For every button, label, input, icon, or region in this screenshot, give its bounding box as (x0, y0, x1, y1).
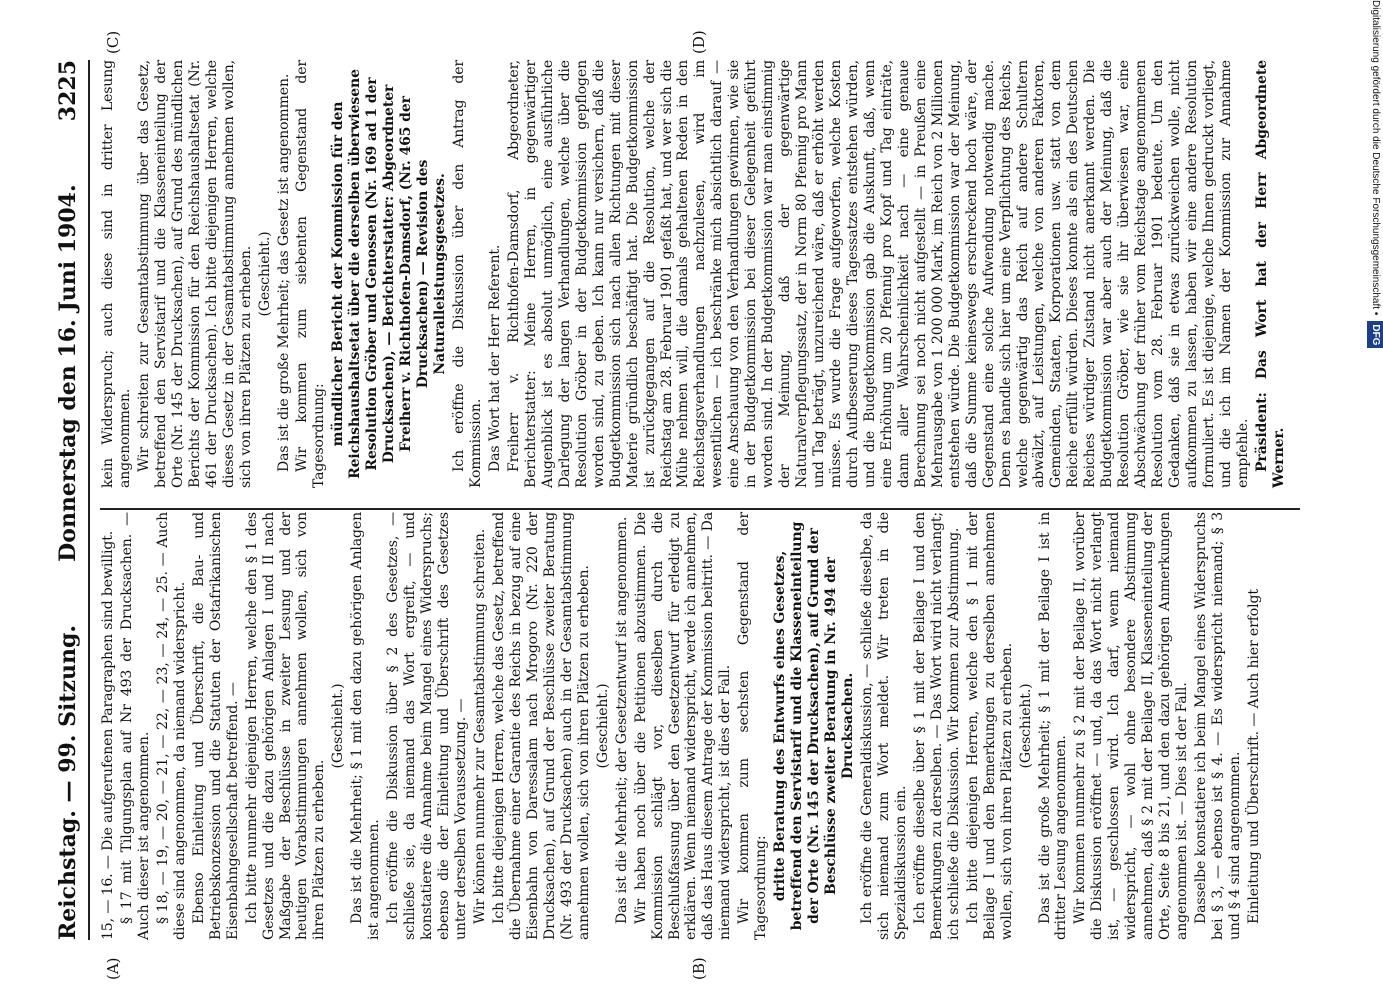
dfg-logo: DFG (1367, 321, 1383, 348)
dfg-credit (1367, 0, 1383, 1000)
paragraph: Ich bitte diejenigen Herren, welche das Gesetz, betreffend die Übernahme einer Garantie des Reichs in bezug auf eine Eisenbahn von Daressalam nach Mrogoro (Nr. 220 der Drucksachen), auf Grund der Beschlüsse zweiter Beratung (Nr. 493 der Drucksachen) auch in der Gesamtabstimmung annehmen wollen, sich von ihren Plätzen zu erheben. (490, 512, 592, 940)
paragraph: kein Widerspruch; auch diese sind in dritter Lesung angenommen. (100, 60, 133, 488)
paragraph: § 18, — 19, — 20, — 21, — 22, — 23, — 24, — 25. — Auch diese sind angenommen, da niemand widerspricht. (154, 512, 188, 940)
margin-marker-d: (D) (690, 30, 708, 54)
paragraph: Das ist die große Mehrheit; § 1 mit der Beilage I ist in dritter Lesung angenommen. (1036, 512, 1070, 940)
paragraph: Das Wort hat der Herr Referent. (486, 244, 503, 472)
paragraph: Wir kommen zum sechsten Gegenstand der Tagesordnung: (736, 512, 770, 940)
paragraph: Ich eröffne dieselbe über § 1 mit der Beilage I und den Bemerkungen zu derselben. — Das Wort wird nicht verlangt; ich schließe die Diskussion. Wir kommen zur Abstimmung. (911, 512, 962, 940)
left-column (100, 512, 1300, 940)
paragraph: (Geschieht.) (1017, 683, 1034, 769)
paragraph: Wir können nunmehr zur Gesamtabstimmung schreiten. (472, 528, 489, 924)
page-number: 3225 (55, 60, 81, 122)
margin-marker-c: (C) (104, 30, 122, 54)
right-column (100, 60, 1300, 488)
dfg-credit-text: Digitalisierung gefördert durch die Deutsche Forschungsgemeinschaft • (1370, 0, 1381, 316)
paragraph: (Geschieht.) (256, 231, 273, 317)
paragraph: Wir schreiten zur Gesamtabstimmung über das Gesetz, betreffend den Servistarif und die Klasseneinteilung der Orte (Nr. 145 der Drucksachen), auf Grund des mündlichen Berichts der Kommission für den Reichshaushaltsetat (Nr. 461 der Drucksachen). Ich bitte diejenigen Herren, welche dieses Gesetz in der Gesamtabstimmung annehmen wollen, sich von ihren Plätzen zu erheben. (135, 60, 254, 488)
paragraph: Ich eröffne die Diskussion über den Antrag der Kommission. (451, 60, 485, 488)
speech-paragraph: Freiherr v. Richthofen-Damsdorf, Abgeordneter, Berichterstatter: Meine Herren, in gegenwärtiger Augenblick ist es absolut unmöglich, eine ausführliche Darlegung der langen Verhandlungen, welche über die Resolution Gröber in der Budgetkommission gepflogen worden sind, zu geben. Ich kann nur versichern, daß die Budgetkommission sich nach allen Richtungen mit dieser Materie gründlich beschäftigt hat. Die Budgetkommission ist zurückgegangen auf die Resolution, welche der Reichstag am 28. Februar 1901 gefaßt hat, und wer sich die Mühe nehmen will, die damals gehaltenen Reden in den Reichstagsverhandlungen nachzulesen, wird im wesentlichen — ich beschränke mich absichtlich darauf — eine Anschauung von den Verhandlungen gewinnen, wie sie in der Budgetkommission bei dieser Gelegenheit geführt worden sind. In der Budgetkommission war man einstimmig der Meinung, daß der gegenwärtige Naturalverpflegungssatz, der in Norm 80 Pfennig pro Mann und Tag beträgt, unzureichend wäre, daß er erhöht werden müsse. Es wurde die Frage aufgeworfen, welche Kosten durch Aufbesserung dieses Tagessatzes entstehen würden, und die Budgetkommission gab die Auskunft, daß, wenn eine Erhöhung um 20 Pfennig pro Kopf und Tag einträte, dann aller Wahrscheinlichkeit nach — eine genaue Berechnung sei noch nicht aufgestellt — in Preußen eine Mehrausgabe von 1 200 000 Mark, im Reich von 2 Millionen entstehen würde. Die Budgetkommission war der Meinung, daß die Summe keineswegs erschreckend hoch wäre, der Gegenstand eine solche Aufwendung notwendig mache. Denn es handle sich hier um eine Verpflichtung des Reichs, welche gegenwärtig das Reich auf andere Schultern abwälzt, auf Leistungen, welche von anderen Faktoren, Gemeinden, Staaten, Korporationen usw. statt von dem Reiche erfüllt würden. Dieses konnte als ein des Deutschen Reiches würdiger Zustand nicht anerkannt werden. Die Budgetkommission war aber auch der Meinung, daß die Resolution Gröber, wie sie ihr überwiesen war, eine Abschwächung der früher vom Reichstage angenommenen Resolution vom 28. Februar 1901 bedeute. Um den Gedanken, daß sie in etwas zurückweichen wolle, nicht aufkommen zu lassen, haben wir eine andere Resolution formuliert. Es ist diejenige, welche Ihnen gedruckt vorliegt, und die ich im Namen der Kommission zur Annahme empfehle. (505, 60, 1251, 488)
paragraph: Ich bitte diejenigen Herren, welche den § 1 mit der Beilage I und den Bemerkungen zu derselben annehmen wollen, sich von ihren Plätzen zu erheben. (964, 512, 1015, 940)
paragraph: Das ist die Mehrheit; der Gesetzentwurf ist angenommen. (613, 516, 630, 924)
paragraph: Ich bitte nunmehr diejenigen Herren, welche den § 1 des Gesetzes und die dazu gehörigen Anlagen I und II nach Maßgabe der Beschlüsse in zweiter Lesung und der heutigen Vorabstimmungen annehmen wollen, sich von ihren Plätzen zu erheben. (243, 512, 328, 940)
dfg-sidebar (1367, 0, 1383, 1000)
paragraph: § 17 mit Tilgungsplan auf Nr 493 der Drucksachen. — Auch dieser ist angenommen. (118, 512, 152, 940)
paragraph: Das ist die Mehrheit; § 1 mit den dazu gehörigen Anlagen ist angenommen. (349, 512, 383, 940)
agenda-item-heading: dritte Beratung des Entwurfs eines Gesetzes, betreffend den Servistarif und die Klasseneinteilung der Orte (Nr. 145 der Drucksachen), auf Grund der Beschlüsse zweiter Beratung in Nr. 494 der Drucksachen. (772, 521, 857, 931)
paragraph: Einleitung und Überschrift. — Auch hier erfolgt (1245, 589, 1262, 924)
president-line: Präsident: Das Wort hat der Herr Abgeordnete Werner. (1253, 60, 1287, 488)
paragraph: Wir haben noch über die Petitionen abzustimmen. Die Kommission schlägt vor, dieselben durch die Beschlußfassung über den Gesetzentwurf für erledigt zu erklären. Wenn niemand widerspricht, werde ich annehmen, daß das Haus diesem Antrage der Kommission beitritt. — Da niemand widerspricht, ist dies der Fall. (632, 512, 734, 940)
paragraph: Ich eröffne die Diskussion über § 2 des Gesetzes, — schließe sie, da niemand das Wort ergreift, — und konstatiere die Annahme beim Mangel eines Widerspruchs; ebenso die der Einleitung und Überschrift des Gesetzes unter derselben Voraussetzung. — (385, 512, 470, 940)
margin-marker-b: (B) (690, 957, 708, 980)
paragraph: 15, — 16. — Die aufgerufenen Paragraphen sind bewilligt. (100, 530, 116, 940)
paragraph: Ich eröffne die Generaldiskussion, — schließe dieselbe, da sich niemand zum Wort meldet. Wir treten in die Spezialdiskussion ein. (858, 512, 909, 940)
paragraph: Wir kommen zum siebenten Gegenstand der Tagesordnung: (294, 60, 328, 488)
margin-marker-a: (A) (104, 957, 122, 980)
header-date: Donnerstag den 16. Juni 1904. (55, 184, 81, 562)
paragraph: Wir kommen nunmehr zu § 2 mit der Beilage II, worüber die Diskussion eröffnet — und, da das Wort nicht verlangt ist, — geschlossen wird. Ich darf, wenn niemand widerspricht, — wohl ohne besondere Abstimmung annehmen, daß § 2 mit der Beilage II, Klasseneinteilung der Orte, Seite 8 bis 21, und den dazu gehörigen Anmerkungen angenommen ist. — Dies ist der Fall. (1072, 512, 1191, 940)
column-divider (100, 508, 1300, 510)
paragraph: (Geschieht.) (330, 683, 347, 769)
agenda-item-heading: mündlicher Bericht der Kommission für den Reichshaushaltsetat über die derselben überwiesene Resolution Gröber und Genossen (Nr. 169 ad 1 der Drucksachen), — Berichterstatter: Abgeordneter Freiherr v. Richthofen-Damsdorf, (Nr. 465 der Drucksachen) — Revision des Naturalleistungsgesetzes. (330, 69, 449, 479)
paragraph: Das ist die große Mehrheit; das Gesetz ist angenommen. (275, 73, 292, 472)
paragraph: (Geschieht.) (594, 683, 611, 769)
page-header (48, 60, 90, 940)
paragraph: Dasselbe konstatiere ich beim Mangel eines Widerspruchs bei § 3, — ebenso ist § 4. — Es widerspricht niemand; § 3 und § 4 sind angenommen. (1193, 512, 1243, 940)
header-session: Reichstag. — 99. Sitzung. (55, 624, 81, 940)
paragraph: Ebenso Einleitung und Überschrift, die Bau- und Betriebskonzession und die Statuten der Ostafrikanischen Eisenbahngesellschaft betreffend. — (190, 512, 241, 940)
